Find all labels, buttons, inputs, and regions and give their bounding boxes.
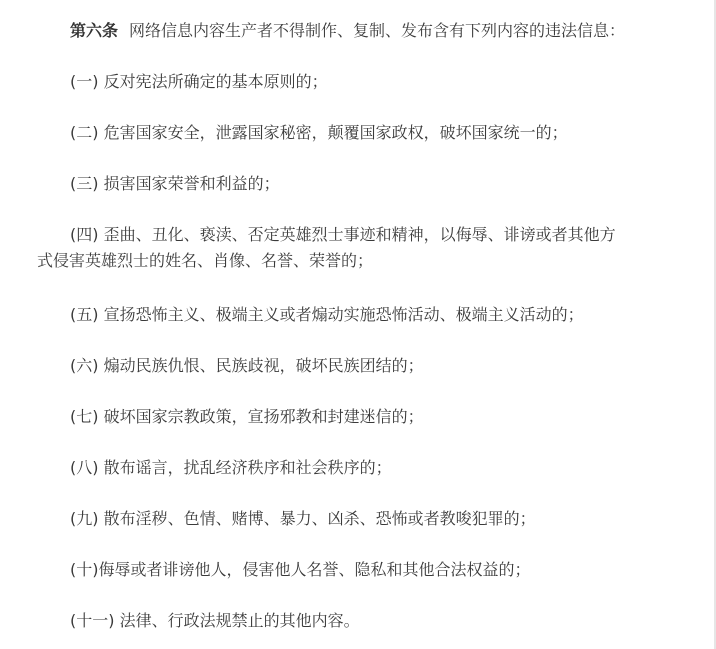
article-number: 第六条 xyxy=(70,21,119,40)
list-item: (五) 宣扬恐怖主义、极端主义或者煽动实施恐怖活动、极端主义活动的； xyxy=(70,305,584,324)
list-item-line: 式侵害英雄烈士的姓名、肖像、名誉、荣誉的； xyxy=(37,251,374,270)
list-item: (六) 煽动民族仇恨、民族歧视，破坏民族团结的； xyxy=(70,356,424,375)
list-item xyxy=(37,222,687,274)
list-item: (七) 破坏国家宗教政策，宣扬邪教和封建迷信的； xyxy=(70,407,424,426)
list-item: (二) 危害国家安全，泄露国家秘密，颠覆国家政权，破坏国家统一的； xyxy=(70,123,568,142)
list-item: (一) 反对宪法所确定的基本原则的； xyxy=(70,72,328,91)
list-item: (九) 散布淫秽、色情、赌博、暴力、凶杀、恐怖或者教唆犯罪的； xyxy=(70,509,536,528)
list-item-line: (四) 歪曲、丑化、亵渎、否定英雄烈士事迹和精神，以侮辱、诽谤或者其他方 xyxy=(70,225,616,244)
list-item: (三) 损害国家荣誉和利益的； xyxy=(70,174,280,193)
list-item: (十)侮辱或者诽谤他人，侵害他人名誉、隐私和其他合法权益的； xyxy=(70,560,531,579)
article-intro-text: 网络信息内容生产者不得制作、复制、发布含有下列内容的违法信息： xyxy=(129,21,626,40)
article-body xyxy=(37,0,687,649)
article-intro xyxy=(37,18,716,44)
list-item: (八) 散布谣言，扰乱经济秩序和社会秩序的； xyxy=(70,458,392,477)
list-item: (十一) 法律、行政法规禁止的其他内容。 xyxy=(70,611,360,630)
